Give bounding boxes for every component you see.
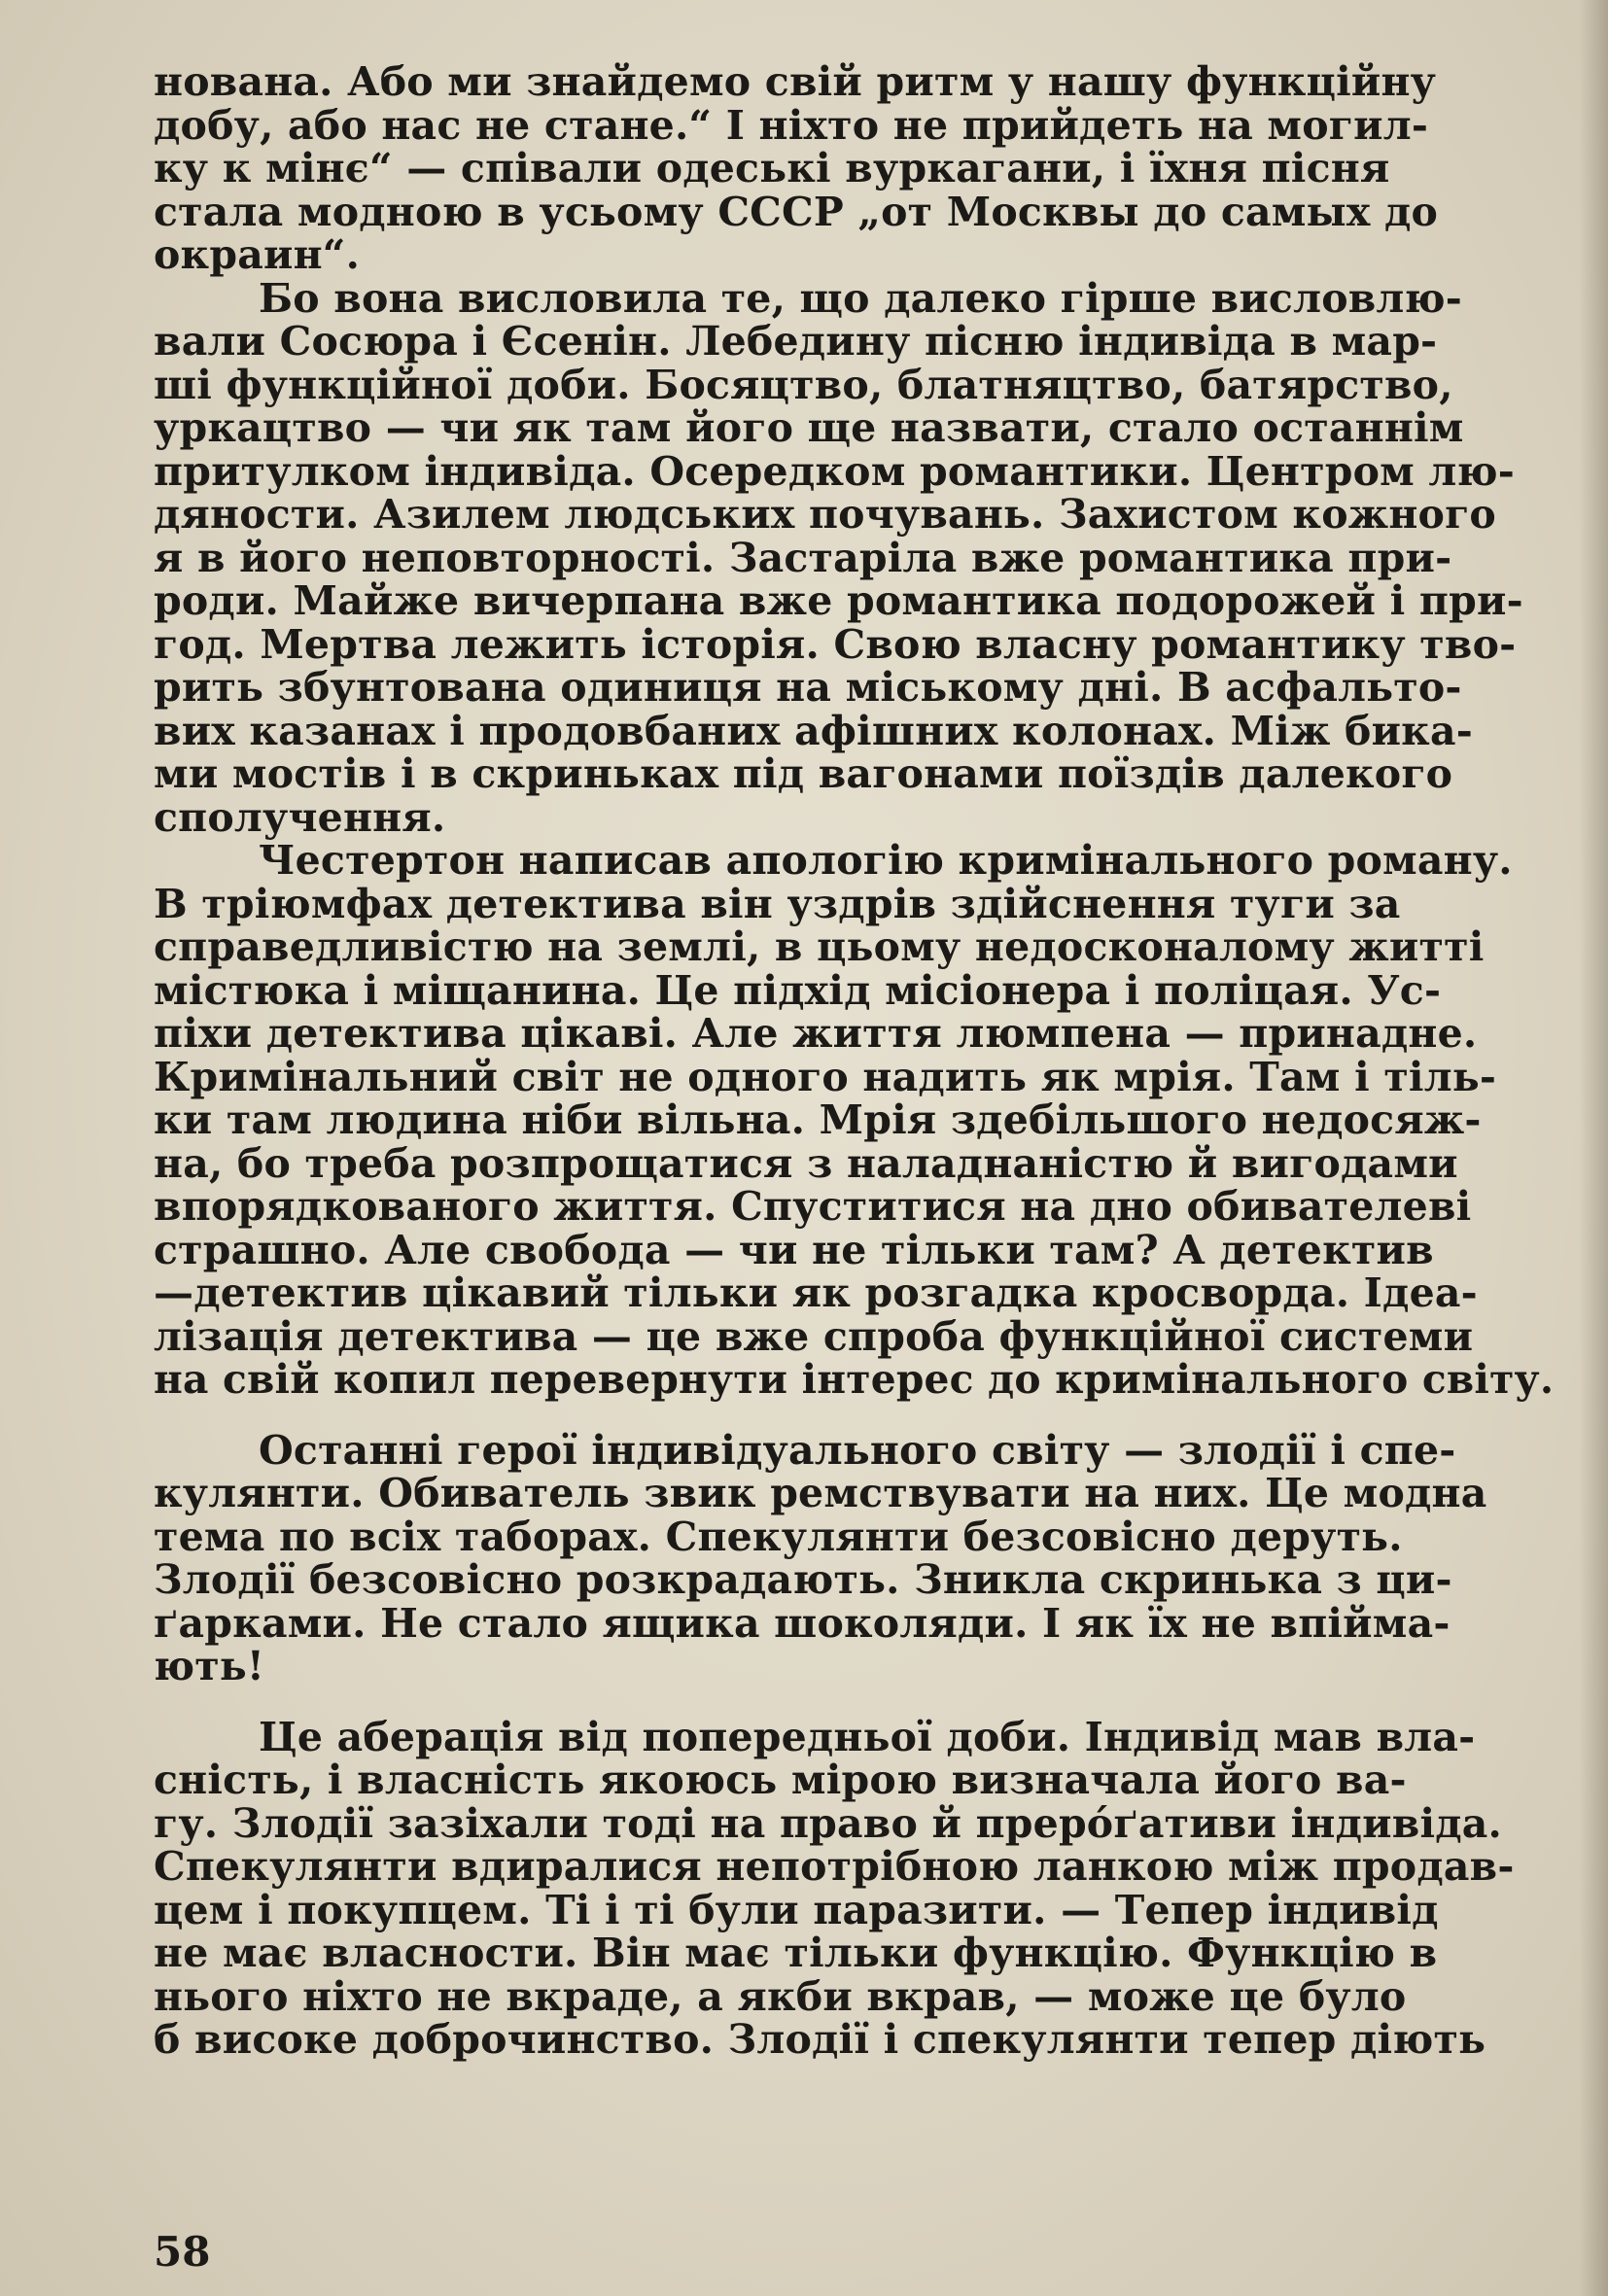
text-line-content: Бо вона висловила те, що далеко гірше висловлю- <box>259 274 1462 322</box>
text-line <box>154 274 1554 322</box>
text-line: гу. Злодії зазіхали тоді на право й преро́ґативи індивіда. <box>154 1799 1502 1847</box>
text-line: притулком індивіда. Осередком романтики. Центром лю- <box>154 447 1515 495</box>
text-line: дяности. Азилем людських почувань. Захистом кожного <box>154 491 1496 538</box>
text-line-content: Це аберація від попередньої доби. Індивід мав вла- <box>259 1713 1476 1760</box>
text-line: піхи детектива цікаві. Але життя люмпена — принадне. <box>154 1010 1478 1057</box>
page-number: 58 <box>154 2228 211 2276</box>
text-line: стала модною в усьому СССР „от Москвы до самых до <box>154 188 1439 235</box>
text-line: В тріюмфах детектива він уздрів здійснення туги за <box>154 880 1401 927</box>
paragraph-gap <box>154 1688 1554 1716</box>
text-line: на свій копил перевернути інтерес до кримінального світу. <box>154 1356 1555 1403</box>
text-line: ки там людина ніби вільна. Мрія здебільшого недосяж- <box>154 1096 1482 1143</box>
text-line-content: Честертон написав апологію кримінального роману. <box>259 837 1513 884</box>
text-line: рить збунтована одиниця на міському дні. В асфальто- <box>154 664 1462 711</box>
text-line: нього ніхто не вкраде, а якби вкрав, — може це було <box>154 1972 1407 2020</box>
text-line: нована. Або ми знайдемо свій ритм у нашу функційну <box>154 58 1437 105</box>
text-line: уркацтво — чи як там його ще назвати, стало останнім <box>154 404 1464 451</box>
text-line: Спекулянти вдиралися непотрібною ланкою між продав- <box>154 1843 1515 1890</box>
text-line: справедливістю на землі, в цьому недосконалому житті <box>154 923 1485 970</box>
text-line: б високе доброчинство. Злодії і спекулянти тепер діють <box>154 2016 1486 2063</box>
text-line: добу, або нас не стане.“ І ніхто не прийдеть на могил- <box>154 101 1429 149</box>
text-line: вали Сосюра і Єсенін. Лебедину пісню індивіда в мар- <box>154 318 1438 365</box>
text-line: ють! <box>154 1643 265 1689</box>
text-line: —детектив цікавий тільки як розгадка кросворда. Ідеа- <box>154 1270 1478 1316</box>
text-line: цем і покупцем. Ті і ті були паразити. — Тепер індивід <box>154 1886 1439 1933</box>
text-line: роди. Майже вичерпана вже романтика подорожей і при- <box>154 577 1523 624</box>
text-line: кулянти. Обиватель звик ремствувати на них. Це модна <box>154 1470 1487 1516</box>
text-line: містюка і міщанина. Це підхід місіонера і поліцая. Ус- <box>154 966 1442 1014</box>
text-line: ми мостів і в скриньках під вагонами поїздів далекого <box>154 750 1453 797</box>
text-line: ші функційної доби. Босяцтво, блатняцтво, батярство, <box>154 361 1453 408</box>
text-line <box>154 839 1554 883</box>
text-line: тема по всіх таборах. Спекулянти безсовісно деруть. <box>154 1513 1403 1560</box>
text-line <box>154 1426 1554 1474</box>
text-line: ґарками. Не стало ящика шоколяди. І як їх не впійма- <box>154 1599 1451 1647</box>
text-line: впорядкованого життя. Спуститися на дно обивателеві <box>154 1183 1472 1230</box>
text-line: ку к мінє“ — співали одеські вуркагани, і їхня пісня <box>154 145 1390 191</box>
text-line: Кримінальний світ не одного надить як мрія. Там і тіль- <box>154 1053 1497 1100</box>
text-line: год. Мертва лежить історія. Свою власну романтику тво- <box>154 620 1517 668</box>
paragraph-gap <box>154 1402 1554 1429</box>
text-line-content: Останні герої індивідуального світу — злодії і спе- <box>259 1426 1456 1474</box>
text-line: не має власности. Він має тільки функцію. Функцію в <box>154 1930 1438 1976</box>
page-body-text <box>154 60 1554 2062</box>
text-line <box>154 1713 1554 1760</box>
text-line: Злодії безсовісно розкрадають. Зникла скринька з ци- <box>154 1556 1452 1603</box>
text-line: на, бо треба розпрощатися з наладнаністю й вигодами <box>154 1139 1458 1187</box>
text-line: сполучення. <box>154 793 446 841</box>
text-line: я в його неповторності. Застаріла вже романтика при- <box>154 534 1452 581</box>
text-line: лізація детектива — це вже спроба функційної системи <box>154 1312 1474 1360</box>
text-line: вих казанах і продовбаних афішних колонах. Між бика- <box>154 707 1473 754</box>
page-edge-shadow <box>1579 0 1608 2296</box>
text-line: сність, і власність якоюсь мірою визначала його ва- <box>154 1757 1407 1803</box>
text-line: окраин“. <box>154 231 361 278</box>
text-line: страшно. Але свобода — чи не тільки там? А детектив <box>154 1226 1434 1273</box>
